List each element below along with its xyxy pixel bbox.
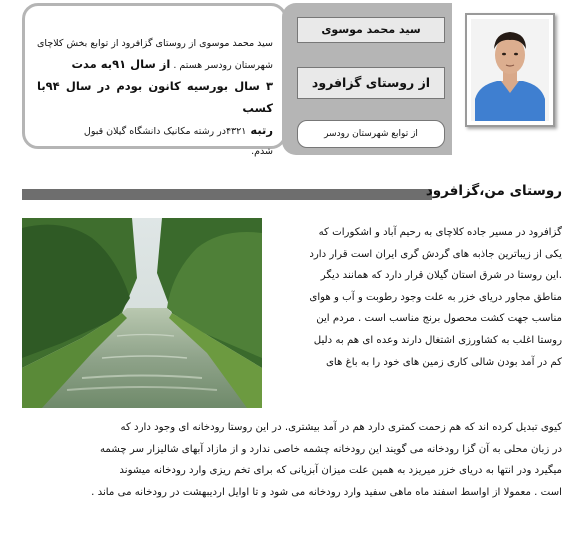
bio-line-end: شدم. <box>251 146 273 157</box>
article-line: یکی از زیباترین جاذبه های گردش گری ایران است قرار دارد <box>309 248 562 260</box>
article-line: کیوی تبدیل کرده اند که هم زحمت کمتری دارد هم در آمد بیشتری. در این روستا رودخانه ای وجود دارد که <box>120 422 562 433</box>
article-text-right <box>270 222 562 373</box>
bio-rank-label: رتبه <box>246 123 273 137</box>
bio-rank-text: ۴۳۲۱در رشته مکانیک دانشگاه گیلان قبول <box>83 126 247 137</box>
name-panel <box>282 3 452 155</box>
river-canal-photo-icon <box>22 218 262 408</box>
bio-line-2: کلاچای شهرستان رودسر هستم . <box>37 38 273 71</box>
section-header <box>22 183 562 202</box>
article-line: در زبان محلی به آن گزا رودخانه می گویند این رودخانه چشمه خاصی ندارد و از مازاد آبهای شالیزار سر چشمه <box>99 443 562 455</box>
section-divider-bar <box>22 189 432 200</box>
article-line: مناطق مجاور دریای خزر به علت وجود رطوبت و آب و هوای <box>309 291 562 303</box>
county-label: از توابع شهرستان رودسر <box>297 120 445 148</box>
article-text-full <box>22 417 562 503</box>
article-line: میگیرد ودر انتها به دریای خزر میریزد به همین علت میزان آبزیانی که برای تخم ریزی وارد رودخانه میشوند <box>119 465 562 477</box>
article-line: روستا اغلب به کشاورزی اشتغال دارند وعده ای هم به دلیل <box>313 334 562 346</box>
article-line: کم در آمد بودن شالی کاری زمین های خود را به باغ های <box>325 356 562 368</box>
article-line: است . معمولا از اواسط اسفند ماه ماهی سفید وارد رودخانه می شود و تا اوایل اردیبهشت در رودخانه می ماند . <box>91 486 562 498</box>
section-title: روستای من،گزافرود <box>425 183 562 199</box>
article-line: گزافرود در مسیر جاده کلاچای به رحیم آباد و اشکورات که <box>318 227 562 238</box>
student-portrait-photo-icon <box>471 19 549 121</box>
profile-photo <box>465 13 555 127</box>
profile-name: سید محمد موسوی <box>297 17 445 43</box>
article-line: .این روستا در شرق استان گیلان قرار دارد که همانند دیگر <box>320 270 562 282</box>
bio-line-1: سید محمد موسوی از روستای گزافرود از توابع بخش <box>66 38 273 49</box>
article-line: مناسب جهت کشت محصول برنج مناسب است . مردم این <box>316 313 562 325</box>
profile-header <box>22 3 564 155</box>
canal-photo <box>22 218 262 408</box>
bio-bold-scholarship: ۳ سال بورسیه کانون بودم در سال ۹۴با کسب <box>37 79 273 115</box>
bio-text <box>37 34 273 162</box>
bio-bold-years: از سال ۹۱به مدت <box>71 57 171 71</box>
bio-panel <box>22 3 287 157</box>
village-title: از روستای گزافرود <box>297 67 445 99</box>
